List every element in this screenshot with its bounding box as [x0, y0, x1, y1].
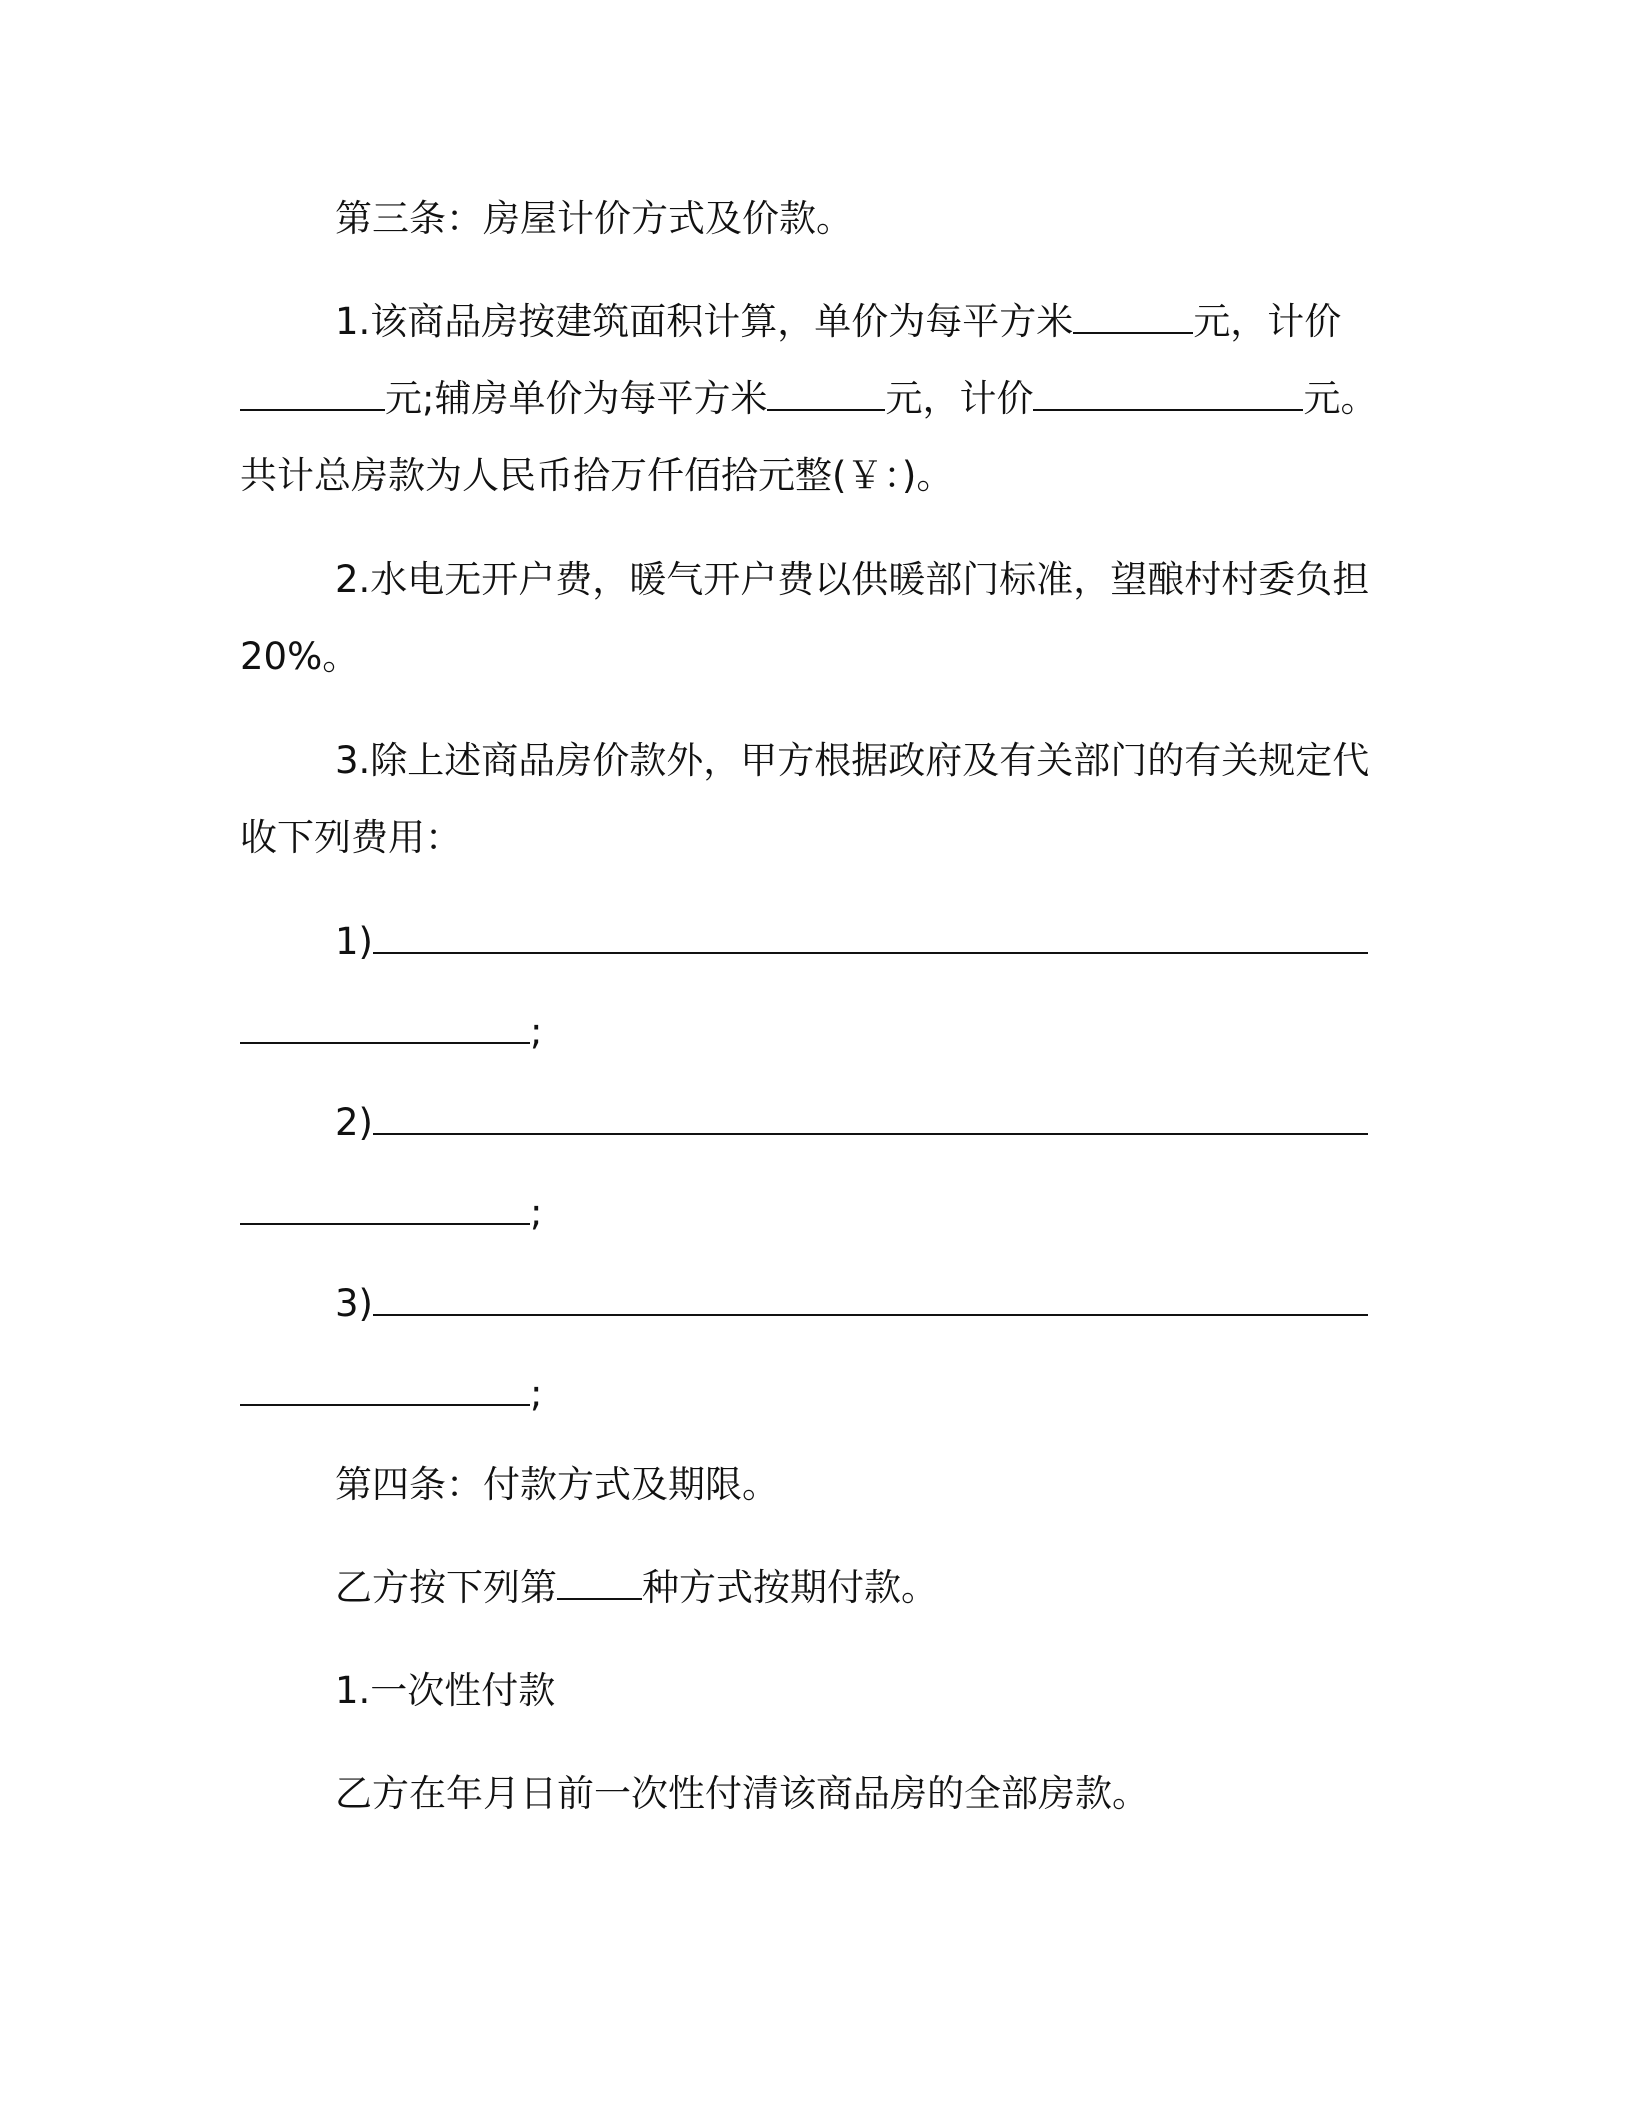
fee-2-blank [373, 1099, 1368, 1135]
fee-1-number: 1) [335, 920, 373, 963]
item-1-text-b: 元，计价 [1193, 300, 1342, 343]
unit-price-blank [1073, 298, 1193, 334]
article-3-item-1-line-1 [335, 298, 1370, 346]
total-price-blank [240, 375, 385, 411]
fee-3-blank [373, 1280, 1368, 1316]
item-1-text-e: 元。 [1303, 377, 1378, 420]
option-1-title: 1.一次性付款 [335, 1669, 556, 1712]
article-3-item-3-line-2: 收下列费用： [240, 816, 462, 859]
fee-1-end: ; [530, 1010, 543, 1053]
article-3-item-1-line-2 [240, 375, 1378, 423]
article-4-heading: 第四条：付款方式及期限。 [335, 1463, 779, 1506]
payment-method-text-b: 种方式按期付款。 [642, 1566, 938, 1609]
item-1-text-d: 元，计价 [885, 377, 1034, 420]
option-1-text: 乙方在年月日前一次性付清该商品房的全部房款。 [335, 1772, 1149, 1815]
fee-2-end: ; [530, 1191, 543, 1234]
fee-1-blank-continued [240, 1008, 530, 1044]
aux-unit-price-blank [767, 375, 885, 411]
fee-3-line-2 [240, 1370, 1370, 1418]
fee-2-blank-continued [240, 1189, 530, 1225]
payment-method-blank [557, 1564, 642, 1600]
article-3-item-1-line-3: 共计总房款为人民币拾万仟佰拾元整(￥：)。 [240, 454, 954, 497]
fee-2-number: 2) [335, 1101, 373, 1144]
fee-2-line-1 [335, 1099, 1370, 1147]
article-3-heading: 第三条：房屋计价方式及价款。 [335, 197, 853, 240]
aux-total-price-blank [1033, 375, 1303, 411]
fee-3-line-1 [335, 1280, 1370, 1328]
fee-2-line-2 [240, 1189, 1370, 1237]
payment-method-line [335, 1564, 1370, 1612]
fee-3-number: 3) [335, 1282, 373, 1325]
article-3-item-2-line-2: 20%。 [240, 635, 360, 678]
article-3-item-3-line-1: 3.除上述商品房价款外，甲方根据政府及有关部门的有关规定代 [335, 739, 1370, 782]
fee-3-blank-continued [240, 1370, 530, 1406]
item-1-text-a: 1.该商品房按建筑面积计算，单价为每平方米 [335, 300, 1074, 343]
payment-method-text-a: 乙方按下列第 [335, 1566, 557, 1609]
fee-1-line-1 [335, 918, 1370, 966]
article-3-item-2-line-1: 2.水电无开户费，暖气开户费以供暖部门标准，望酿村村委负担 [335, 558, 1370, 601]
fee-1-line-2 [240, 1008, 1370, 1056]
fee-1-blank [373, 918, 1368, 954]
item-1-text-c: 元;辅房单价为每平方米 [385, 377, 768, 420]
fee-3-end: ; [530, 1372, 543, 1415]
